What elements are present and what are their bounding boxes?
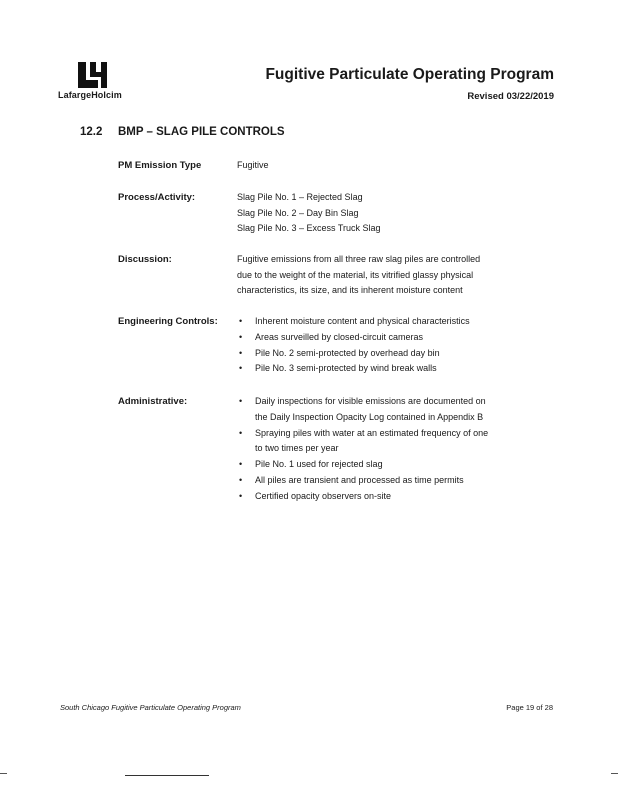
process-line: Slag Pile No. 1 – Rejected Slag: [237, 192, 363, 202]
emission-type-value: Fugitive: [237, 160, 269, 170]
list-item: • Daily inspections for visible emissions are documented on: [237, 394, 488, 410]
list-item-continuation: the Daily Inspection Opacity Log contained in Appendix B: [255, 411, 484, 422]
footer-page-number: Page 19 of 28: [506, 703, 553, 712]
section-heading: [80, 126, 285, 138]
emission-type-label: PM Emission Type: [118, 160, 202, 171]
discussion-line: due to the weight of the material, its vitrified glassy physical: [237, 269, 474, 280]
list-item: • Spraying piles with water at an estimated frequency of one: [237, 426, 488, 442]
list-item: • Areas surveilled by closed-circuit cameras: [237, 330, 470, 346]
process-activity-label: Process/Activity:: [118, 192, 196, 203]
discussion-line: Fugitive emissions from all three raw slag piles are controlled: [237, 254, 481, 264]
process-activity-values: [237, 190, 381, 237]
discussion-text: [237, 252, 480, 299]
discussion-line: characteristics, its size, and its inherent moisture content: [237, 285, 463, 295]
list-item: • Pile No. 2 semi-protected by overhead day bin: [237, 346, 470, 362]
list-item: • Pile No. 3 semi-protected by wind break walls: [237, 361, 470, 377]
list-item: • Inherent moisture content and physical characteristics: [237, 314, 470, 330]
engineering-controls-label: Engineering Controls:: [118, 316, 218, 327]
process-line: Slag Pile No. 3 – Excess Truck Slag: [237, 223, 381, 233]
footer-program-name: South Chicago Fugitive Particulate Operating Program: [60, 703, 241, 712]
administrative-list: [237, 394, 488, 505]
lafargeholcim-logo-icon: [76, 62, 110, 88]
revised-date: Revised 03/22/2019: [467, 91, 554, 102]
brand-name: LafargeHolcim: [58, 90, 122, 100]
process-line: Slag Pile No. 2 – Day Bin Slag: [237, 207, 359, 218]
scan-artifact-edge-right: [611, 773, 618, 774]
engineering-controls-list: [237, 314, 470, 377]
scan-artifact-edge-left: [0, 773, 7, 774]
document-title: Fugitive Particulate Operating Program: [265, 66, 554, 83]
section-title: BMP – SLAG PILE CONTROLS: [118, 126, 285, 138]
list-item: • All piles are transient and processed as time permits: [237, 473, 488, 489]
administrative-label: Administrative:: [118, 396, 188, 407]
list-item: • Certified opacity observers on-site: [237, 489, 488, 505]
discussion-label: Discussion:: [118, 254, 172, 265]
section-number: 12.2: [80, 126, 103, 138]
list-item: • Pile No. 1 used for rejected slag: [237, 457, 488, 473]
scan-artifact-line: [125, 775, 209, 776]
list-item-continuation: to two times per year: [255, 443, 339, 454]
